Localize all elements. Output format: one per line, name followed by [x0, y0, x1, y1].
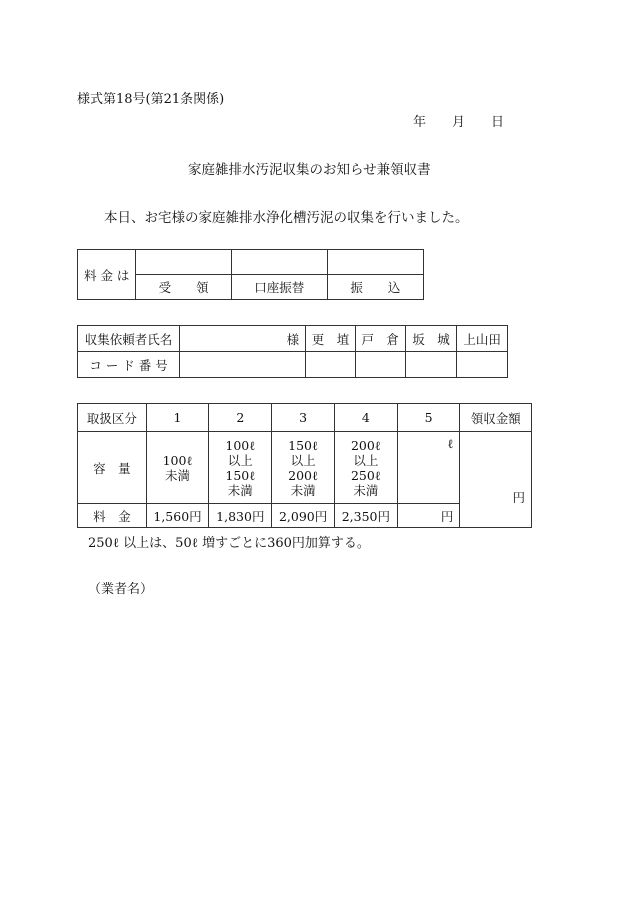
category-5: 5 — [397, 404, 460, 432]
fee-1: 1,560円 — [146, 504, 209, 528]
capacity-2 — [209, 432, 272, 504]
area-togura: 戸 倉 — [355, 326, 405, 352]
capacity-2-line-2: 以上 — [227, 452, 253, 468]
category-1: 1 — [146, 404, 209, 432]
code-cell-3[interactable] — [405, 352, 457, 378]
receipt-amount-unit: 円 — [512, 489, 525, 505]
capacity-3-line-4: 未満 — [290, 482, 316, 498]
category-4: 4 — [334, 404, 397, 432]
date-line: 年 月 日 — [413, 115, 505, 130]
fee-label: 料 金 は — [78, 250, 136, 300]
business-name-label: （業者名） — [88, 582, 154, 597]
fee-5[interactable]: 円 — [397, 504, 460, 528]
capacity-3-line-1: 150ℓ — [288, 437, 319, 453]
capacity-4-line-4: 未満 — [353, 482, 379, 498]
surcharge-note: 250ℓ 以上は、50ℓ 増すごとに360円加算する。 — [88, 536, 370, 551]
capacity-3-line-3: 200ℓ — [288, 467, 319, 483]
code-cell-4[interactable] — [457, 352, 508, 378]
fee-option-transfer: 口座振替 — [231, 275, 327, 300]
capacity-3 — [272, 432, 335, 504]
fee-4: 2,350円 — [334, 504, 397, 528]
requester-table — [77, 325, 508, 378]
requester-name-label: 収集依頼者氏名 — [78, 326, 180, 352]
form-number: 様式第18号(第21条関係) — [77, 92, 225, 107]
capacity-4-line-1: 200ℓ — [350, 437, 381, 453]
capacity-4-line-3: 250ℓ — [350, 467, 381, 483]
capacity-1-line-2: 未満 — [165, 467, 191, 483]
fee-3: 2,090円 — [272, 504, 335, 528]
capacity-2-line-3: 150ℓ — [225, 467, 256, 483]
capacity-label: 容 量 — [78, 432, 147, 504]
receipt-amount-field[interactable] — [460, 432, 532, 528]
fee-schedule-table — [77, 403, 532, 528]
capacity-2-line-1: 100ℓ — [225, 437, 256, 453]
code-label: コ ー ド 番 号 — [78, 352, 180, 378]
area-koushoku: 更 埴 — [306, 326, 356, 352]
area-kamiyamada: 上山田 — [457, 326, 508, 352]
code-cell-1[interactable] — [306, 352, 356, 378]
capacity-2-line-4: 未満 — [227, 482, 253, 498]
fee-method-table — [77, 249, 424, 300]
honorific: 様 — [286, 331, 300, 347]
code-field[interactable] — [180, 352, 306, 378]
capacity-5[interactable] — [397, 432, 460, 504]
fee-transfer-box[interactable] — [231, 250, 327, 275]
capacity-3-line-2: 以上 — [290, 452, 316, 468]
fee-option-deposit: 振 込 — [327, 275, 423, 300]
requester-name-field[interactable] — [180, 326, 306, 352]
category-3: 3 — [272, 404, 335, 432]
capacity-1-line-1: 100ℓ — [162, 452, 193, 468]
capacity-4 — [334, 432, 397, 504]
capacity-4-line-2: 以上 — [353, 452, 379, 468]
capacity-1 — [146, 432, 209, 504]
area-sakaki: 坂 城 — [405, 326, 457, 352]
fee-row-label: 料 金 — [78, 504, 147, 528]
fee-received-box[interactable] — [136, 250, 231, 275]
fee-deposit-box[interactable] — [327, 250, 423, 275]
fee-option-received: 受 領 — [136, 275, 231, 300]
receipt-amount-header: 領収金額 — [460, 404, 532, 432]
document-title: 家庭雑排水汚泥収集のお知らせ兼領収書 — [188, 162, 431, 178]
category-2: 2 — [209, 404, 272, 432]
category-header: 取扱区分 — [78, 404, 147, 432]
intro-text: 本日、お宅様の家庭雑排水浄化槽汚泥の収集を行いました。 — [104, 210, 469, 226]
capacity-5-unit: ℓ — [447, 436, 454, 451]
fee-2: 1,830円 — [209, 504, 272, 528]
code-cell-2[interactable] — [355, 352, 405, 378]
